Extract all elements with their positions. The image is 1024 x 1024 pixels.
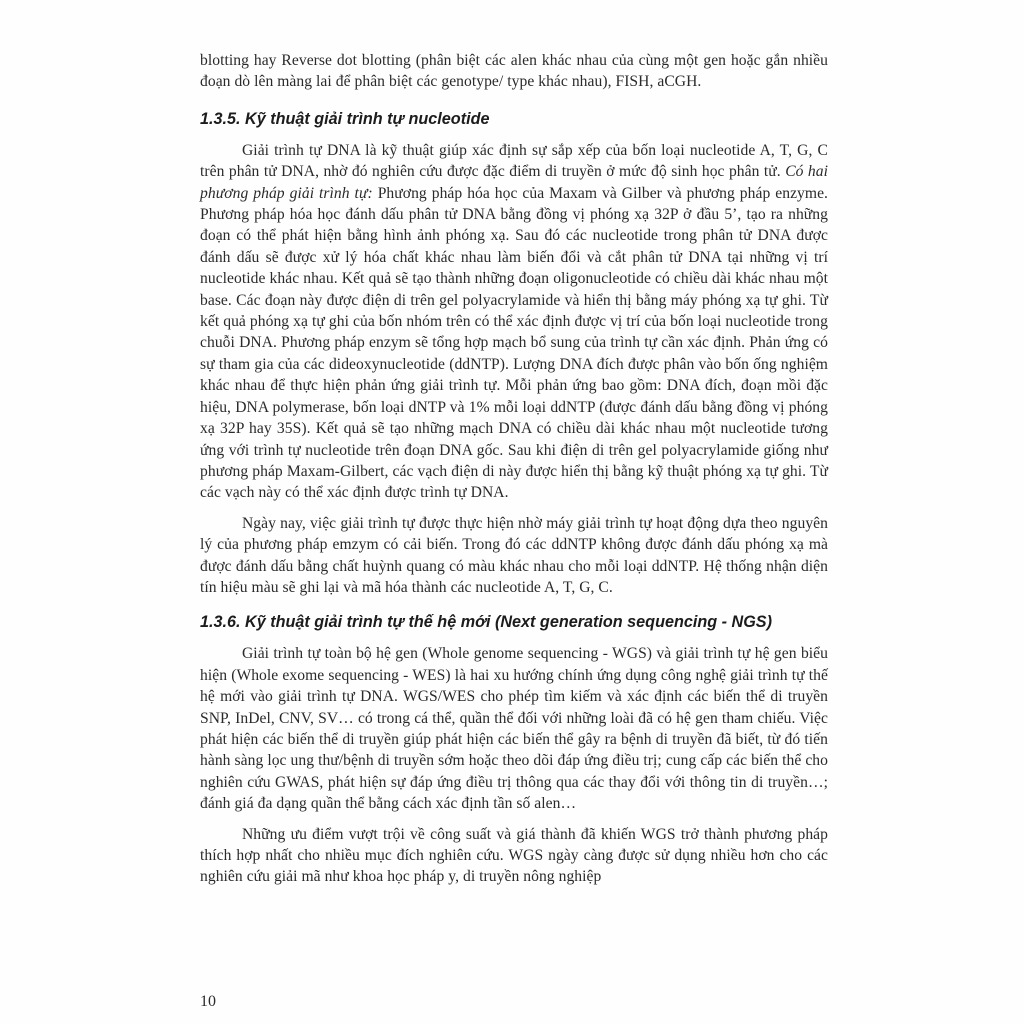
- section-1-3-5-paragraph-2: Ngày nay, việc giải trình tự được thực hiện nhờ máy giải trình tự hoạt động dựa theo nguyên lý của phương pháp emzym có cải biến. Trong đó các ddNTP không được đánh dấu phóng xạ mà được đánh dấu bằng chất huỳnh quang có màu khác nhau cho mỗi loại ddNTP. Hệ thống nhận diện tín hiệu màu sẽ ghi lại và mã hóa thành các nucleotide A, T, G, C.: [200, 514, 828, 596]
- paragraph-text: Giải trình tự DNA là kỹ thuật giúp xác định sự sắp xếp của bốn loại nucleotide A, T, G, C trên phân tử DNA, nhờ đó nghiên cứu được đặc điểm di truyền ở mức độ sinh học phân tử.: [200, 141, 828, 181]
- paragraph-text: Phương pháp hóa học của Maxam và Gilber và phương pháp enzyme. Phương pháp hóa học đánh dấu phân tử DNA bằng đồng vị phóng xạ 32P ở đầu 5’, tạo ra những đoạn có thể phát hiện bằng hình ảnh phóng xạ. Sau đó các nucleotide trong phân tử DNA được đánh dấu sẽ được xử lý hóa chất khác nhau làm biến đổi và cắt phân tử DNA tại những vị trí nucleotide khác nhau. Kết quả sẽ tạo thành những đoạn oligonucleotide có chiều dài khác nhau một base. Các đoạn này được điện di trên gel polyacrylamide và hiển thị bằng máy phóng xạ tự ghi. Từ kết quả phóng xạ tự ghi của bốn nhóm trên có thể xác định được vị trí của bốn loại nucleotide trong chuỗi DNA. Phương pháp enzym sẽ tổng hợp mạch bổ sung của trình tự cần xác định. Phản ứng có sự tham gia của các dideoxynucleotide (ddNTP). Lượng DNA đích được phân vào bốn ống nghiệm khác nhau để thực hiện phản ứng giải trình tự. Mỗi phản ứng bao gồm: DNA đích, đoạn mồi đặc hiệu, DNA polymerase, bốn loại dNTP và 1% mỗi loại ddNTP (được đánh dấu bằng đồng vị phóng xạ 32P hay 35S). Kết quả sẽ tạo những mạch DNA có chiều dài khác nhau một nucleotide tương ứng với trình tự nucleotide trên đoạn DNA gốc. Sau khi điện di trên gel polyacrylamide giống như phương pháp Maxam-Gilbert, các vạch điện di này được hiển thị bằng kỹ thuật phóng xạ tự ghi. Từ các vạch này có thể xác định được trình tự DNA.: [200, 184, 828, 502]
- intro-paragraph: blotting hay Reverse dot blotting (phân biệt các alen khác nhau của cùng một gen hoặc gắn nhiều đoạn dò lên màng lai để phân biệt các genotype/ type khác nhau), FISH, aCGH.: [200, 52, 828, 91]
- section-1-3-6-paragraph-1: Giải trình tự toàn bộ hệ gen (Whole genome sequencing - WGS) và giải trình tự hệ gen biểu hiện (Whole exome sequencing - WES) là hai xu hướng chính ứng dụng công nghệ giải trình tự thế hệ mới vào giải trình tự DNA. WGS/WES cho phép tìm kiếm và xác định các biến thể di truyền SNP, InDel, CNV, SV… có trong cá thể, quần thể đối với những loài đã có hệ gen tham chiếu. Việc phát hiện các biến thể di truyền giúp phát hiện các biến thể gây ra bệnh di truyền đã biết, từ đó tiến hành sàng lọc ung thư/bệnh di truyền sớm hoặc theo dõi đáp ứng điều trị; cung cấp các biến thể cho nghiên cứu GWAS, phát hiện sự đáp ứng điều trị thông qua các thay đổi với thông tin di truyền…; đánh giá đa dạng quần thể bằng cách xác định tần số alen…: [200, 645, 828, 813]
- page-number: 10: [200, 993, 216, 1010]
- section-1-3-5-paragraph-1: [200, 140, 828, 504]
- section-1-3-5-heading: 1.3.5. Kỹ thuật giải trình tự nucleotide: [200, 109, 490, 128]
- section-1-3-6-heading: 1.3.6. Kỹ thuật giải trình tự thế hệ mới (Next generation sequencing - NGS): [200, 613, 772, 632]
- page-body: [200, 50, 828, 888]
- section-1-3-6-paragraph-2: Những ưu điểm vượt trội về công suất và giá thành đã khiến WGS trở thành phương pháp thích hợp nhất cho nhiều mục đích nghiên cứu. WGS ngày càng được sử dụng nhiều hơn cho các nghiên cứu giải mã như khoa học pháp y, di truyền nông nghiệp: [200, 825, 828, 886]
- paragraph-italic-text: Có hai phương pháp giải trình tự:: [200, 163, 828, 202]
